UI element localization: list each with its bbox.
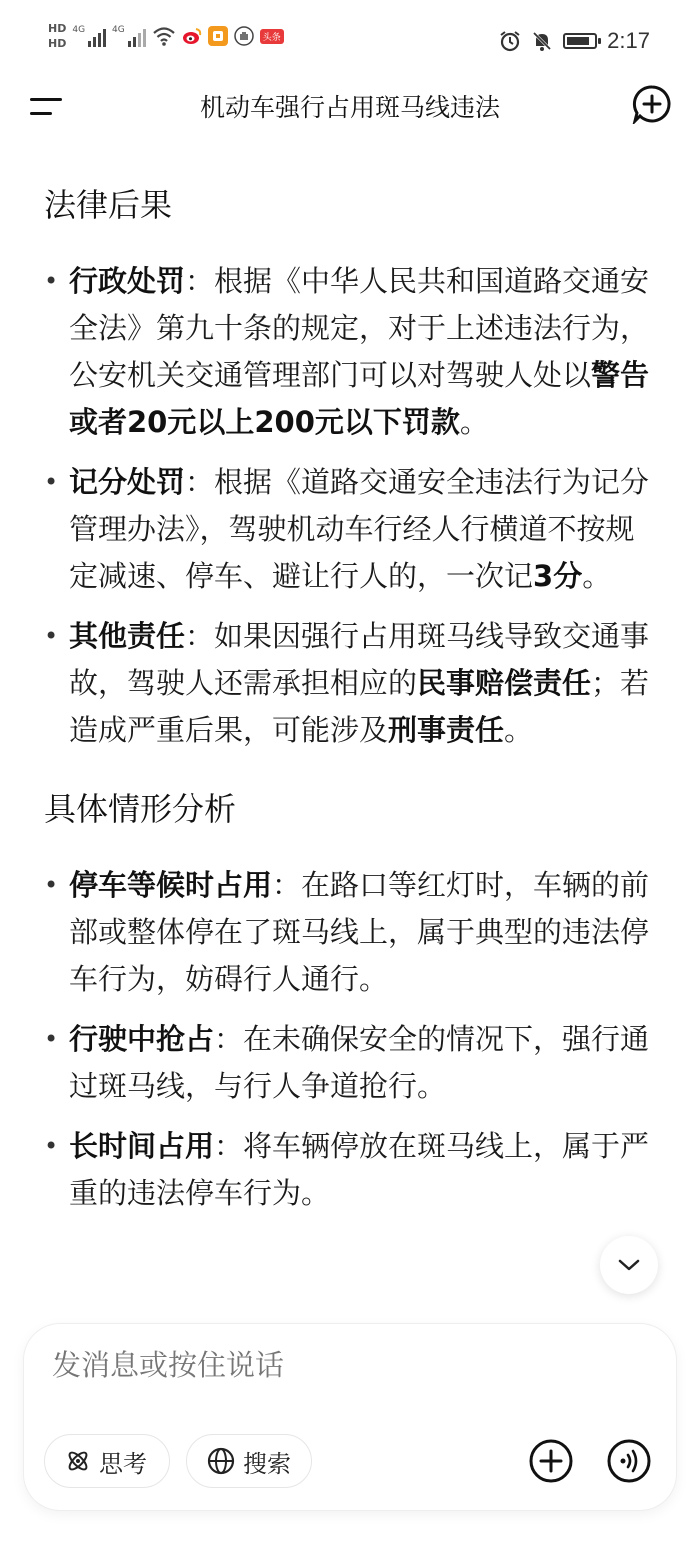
search-button[interactable] [186, 1434, 312, 1488]
item-text: ：在路口等红灯时，车辆的前部或整体停在了斑马线上，属于典型的违法停车行为，妨碍行人通行。 [69, 868, 650, 996]
hd-label-2: HD [48, 37, 67, 50]
item-text: ；若造成严重后果，可能涉及 [69, 666, 650, 747]
signal-icon [72, 25, 106, 47]
globe-icon [207, 1447, 235, 1475]
section-title-legal: 法律后果 [44, 186, 173, 224]
atom-icon [65, 1448, 91, 1474]
section-title-cases: 具体情形分析 [44, 790, 237, 828]
item-text: ：根据《中华人民共和国道路交通安全法》第九十条的规定，对于上述违法行为，公安机关交通管理部门可以对驾驶人处以 [69, 264, 650, 392]
add-attachment-button[interactable] [528, 1438, 574, 1484]
item-emphasis: 警告或者20元以上200元以下罚款 [69, 358, 650, 439]
item-text: ：将车辆停放在斑马线上，属于严重的违法停车行为。 [69, 1129, 650, 1210]
item-emphasis: 民事赔偿责任 [417, 666, 592, 700]
list-item [44, 862, 656, 1003]
item-text: 。 [582, 559, 612, 593]
hd-label-1: HD [48, 22, 67, 35]
app-header [0, 84, 700, 128]
think-label: 思考 [99, 1449, 147, 1478]
item-text: ：根据《道路交通安全违法行为记分管理办法》，驾驶机动车行经人行横道不按规定减速、停车、避让行人的，一次记 [69, 465, 650, 593]
item-heading: 长时间占用 [69, 1129, 215, 1163]
status-left [48, 22, 284, 50]
alarm-icon [499, 30, 521, 52]
item-text: ：在未确保安全的情况下，强行通过斑马线，与行人争道抢行。 [69, 1022, 650, 1103]
chevron-down-icon [617, 1258, 641, 1272]
toutiao-icon: 头条 [260, 29, 284, 44]
status-bar [0, 0, 700, 84]
weibo-icon [182, 26, 202, 46]
cases-list [44, 862, 656, 1217]
signal-icon [112, 25, 146, 47]
item-emphasis: 3分 [533, 559, 583, 593]
voice-call-button[interactable] [606, 1438, 652, 1484]
app-icon [208, 26, 228, 46]
list-item [44, 1123, 656, 1217]
message-composer [24, 1324, 676, 1510]
list-item [44, 1016, 656, 1110]
network-type: 4G [72, 25, 86, 35]
think-button[interactable] [44, 1434, 170, 1488]
hd-indicator [48, 22, 66, 50]
item-text: 。 [504, 713, 534, 747]
battery-icon [563, 33, 597, 49]
legal-list [44, 258, 656, 754]
wifi-icon [152, 25, 176, 47]
scroll-down-button[interactable] [600, 1236, 658, 1294]
list-item [44, 613, 656, 754]
item-heading: 停车等候时占用 [69, 868, 273, 902]
chat-content [44, 178, 656, 1217]
network-type: 4G [112, 25, 125, 35]
new-chat-button[interactable] [632, 84, 672, 124]
item-text: ：如果因强行占用斑马线导致交通事故，驾驶人还需承担相应的 [69, 619, 650, 700]
item-text: 。 [459, 405, 489, 439]
item-heading: 行驶中抢占 [69, 1022, 215, 1056]
list-item [44, 258, 656, 446]
hand-icon [234, 26, 254, 46]
status-right [499, 28, 650, 54]
mute-icon [531, 30, 553, 52]
message-input[interactable] [52, 1348, 612, 1382]
clock-time: 2:17 [607, 28, 650, 53]
search-label: 搜索 [243, 1449, 291, 1478]
item-heading: 其他责任 [69, 619, 186, 653]
item-emphasis: 刑事责任 [388, 713, 505, 747]
item-heading: 行政处罚 [69, 264, 186, 298]
page-title: 机动车强行占用斑马线违法 [199, 93, 500, 122]
item-heading: 记分处罚 [69, 465, 186, 499]
list-item [44, 459, 656, 600]
